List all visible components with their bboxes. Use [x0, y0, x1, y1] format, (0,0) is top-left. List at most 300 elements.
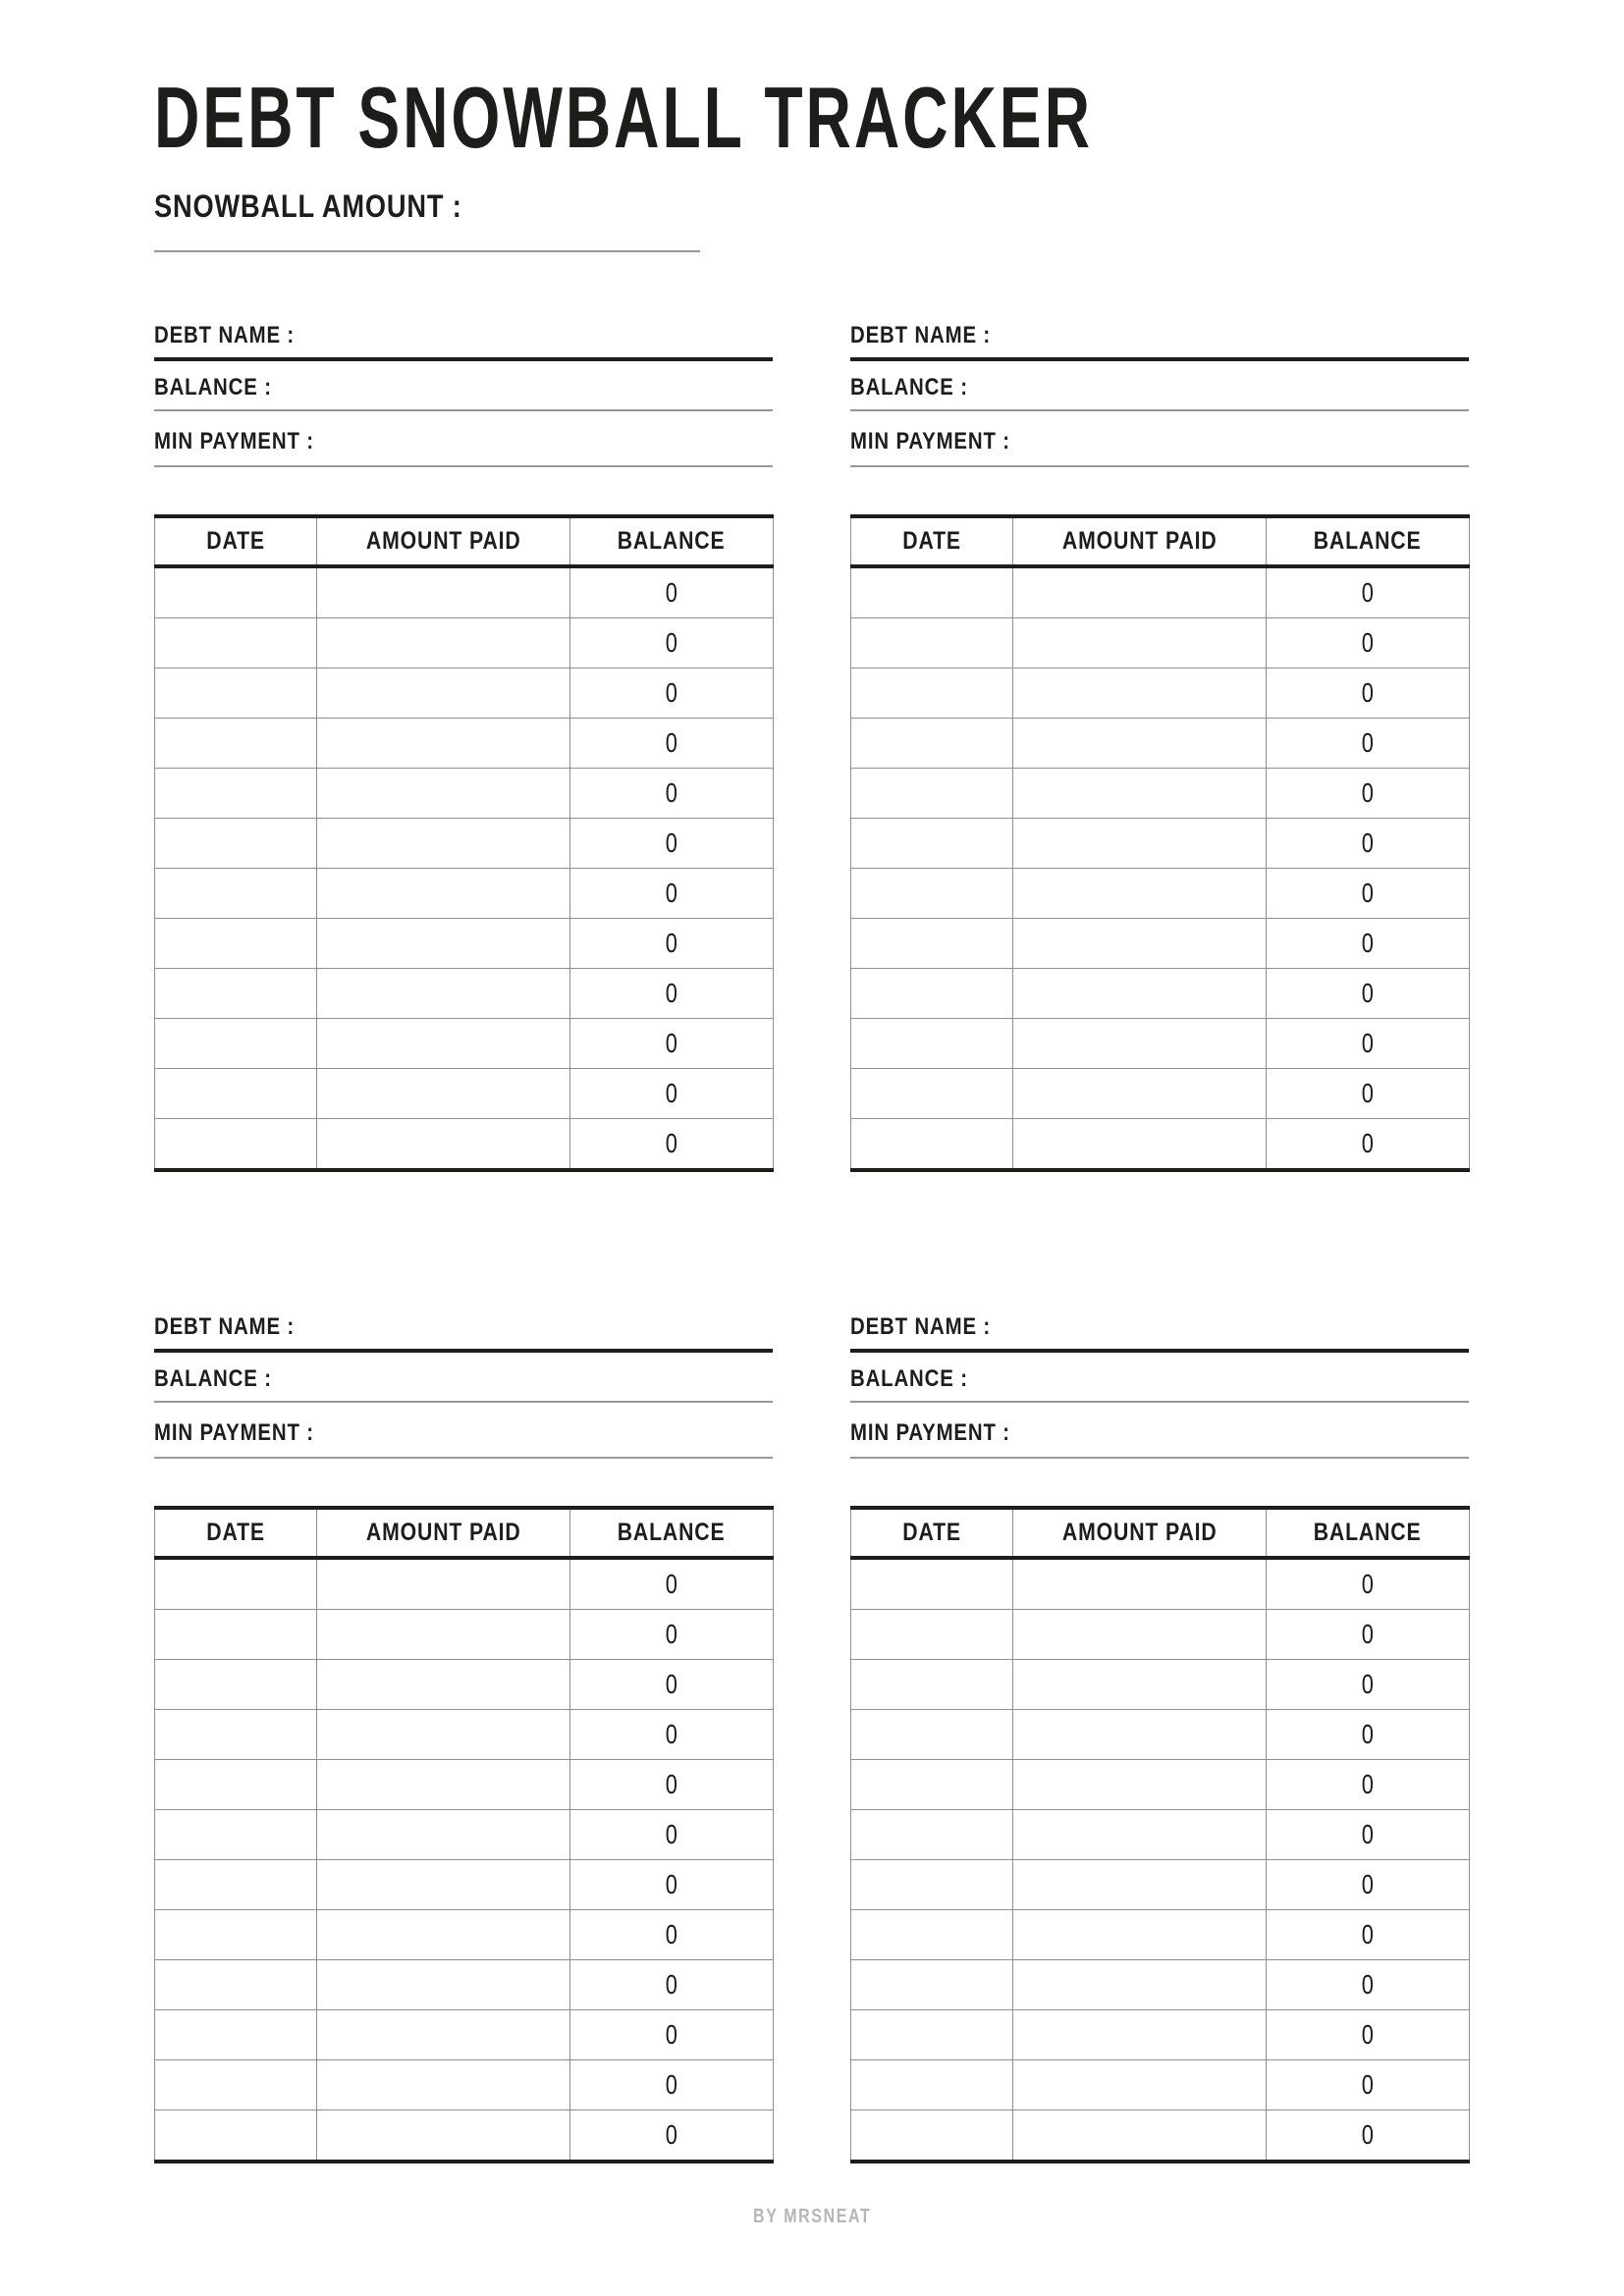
table-row — [155, 566, 774, 618]
amount-paid-cell[interactable] — [1013, 1760, 1267, 1810]
balance-cell — [570, 2110, 774, 2163]
amount-paid-cell[interactable] — [317, 1660, 570, 1710]
snowball-amount-label: SNOWBALL AMOUNT : — [154, 188, 462, 224]
balance-label: BALANCE : — [850, 1365, 968, 1392]
min-payment-input[interactable] — [1017, 1423, 1312, 1451]
balance-cell — [1267, 1860, 1470, 1910]
table-row — [851, 618, 1470, 668]
date-cell[interactable] — [155, 1610, 317, 1660]
payments-table-header — [851, 516, 1470, 566]
table-row — [851, 1660, 1470, 1710]
balance-cell — [570, 1119, 774, 1171]
amount-paid-cell[interactable] — [1013, 1119, 1267, 1171]
table-row — [155, 1710, 774, 1760]
balance-cell — [1267, 2060, 1470, 2110]
date-cell[interactable] — [851, 668, 1013, 719]
amount-paid-cell[interactable] — [317, 618, 570, 668]
table-row — [851, 2010, 1470, 2060]
amount-paid-cell[interactable] — [317, 869, 570, 919]
table-row — [851, 1960, 1470, 2010]
min-payment-input-line[interactable] — [154, 465, 773, 467]
balance-input-line[interactable] — [850, 1401, 1469, 1403]
date-cell[interactable] — [155, 869, 317, 919]
date-cell[interactable] — [155, 1760, 317, 1810]
date-cell[interactable] — [851, 1119, 1013, 1171]
balance-cell — [1267, 1810, 1470, 1860]
balance-cell — [1267, 1760, 1470, 1810]
debt-name-input[interactable] — [1007, 326, 1302, 353]
amount-paid-cell[interactable] — [1013, 2110, 1267, 2163]
balance-cell — [1267, 1019, 1470, 1069]
table-row — [851, 1860, 1470, 1910]
balance-label: BALANCE : — [850, 374, 968, 400]
balance-cell — [1267, 566, 1470, 618]
amount-paid-cell[interactable] — [1013, 819, 1267, 869]
balance-value: 0 — [665, 828, 678, 858]
balance-cell — [1267, 618, 1470, 668]
balance-value: 0 — [665, 978, 678, 1008]
debt-name-label: DEBT NAME : — [154, 1313, 296, 1340]
balance-value: 0 — [1361, 1569, 1375, 1599]
date-cell[interactable] — [155, 1069, 317, 1119]
balance-cell — [1267, 1558, 1470, 1610]
balance-value: 0 — [1361, 1078, 1375, 1108]
balance-value: 0 — [665, 1619, 678, 1649]
balance-cell — [1267, 668, 1470, 719]
balance-value: 0 — [1361, 2019, 1375, 2050]
amount-paid-cell[interactable] — [1013, 1960, 1267, 2010]
balance-cell — [570, 1810, 774, 1860]
amount-paid-cell[interactable] — [317, 969, 570, 1019]
table-row — [155, 819, 774, 869]
table-row — [851, 719, 1470, 769]
date-cell[interactable] — [155, 1910, 317, 1960]
amount-paid-cell[interactable] — [317, 1710, 570, 1760]
balance-cell — [1267, 1119, 1470, 1171]
table-row — [851, 919, 1470, 969]
amount-paid-cell[interactable] — [1013, 668, 1267, 719]
amount-paid-cell[interactable] — [1013, 969, 1267, 1019]
debt-section-bottom-left — [154, 1311, 773, 2161]
table-row — [155, 769, 774, 819]
amount-paid-column-header: AMOUNT PAID — [317, 516, 570, 566]
balance-cell — [570, 566, 774, 618]
balance-value: 0 — [665, 1819, 678, 1849]
balance-cell — [570, 618, 774, 668]
balance-column-header: BALANCE — [570, 516, 774, 566]
debt-name-input-line[interactable] — [154, 357, 773, 361]
amount-paid-cell[interactable] — [317, 819, 570, 869]
balance-cell — [570, 2010, 774, 2060]
date-cell[interactable] — [155, 1558, 317, 1610]
balance-cell — [570, 919, 774, 969]
amount-paid-cell[interactable] — [1013, 719, 1267, 769]
payments-table-body — [851, 1558, 1470, 2162]
amount-paid-cell[interactable] — [317, 1119, 570, 1171]
date-cell[interactable] — [851, 566, 1013, 618]
balance-value: 0 — [1361, 1128, 1375, 1158]
balance-value: 0 — [665, 2069, 678, 2100]
table-row — [851, 1558, 1470, 1610]
balance-value: 0 — [1361, 928, 1375, 958]
payments-table-header — [155, 516, 774, 566]
balance-cell — [570, 1019, 774, 1069]
balance-value: 0 — [1361, 1969, 1375, 2000]
amount-paid-cell[interactable] — [317, 1760, 570, 1810]
payments-table-body — [155, 566, 774, 1170]
balance-cell — [570, 668, 774, 719]
amount-paid-cell[interactable] — [317, 769, 570, 819]
table-row — [155, 668, 774, 719]
snowball-amount-input[interactable] — [167, 220, 677, 249]
date-cell[interactable] — [155, 1660, 317, 1710]
amount-paid-cell[interactable] — [317, 1810, 570, 1860]
date-cell[interactable] — [851, 1860, 1013, 1910]
amount-paid-cell[interactable] — [317, 668, 570, 719]
balance-value: 0 — [1361, 777, 1375, 808]
debt-name-label: DEBT NAME : — [850, 322, 992, 348]
table-row — [155, 2010, 774, 2060]
table-row — [155, 1610, 774, 1660]
balance-cell — [1267, 819, 1470, 869]
balance-value: 0 — [665, 1919, 678, 1949]
amount-paid-cell[interactable] — [1013, 769, 1267, 819]
balance-value: 0 — [1361, 1719, 1375, 1749]
table-row — [851, 1810, 1470, 1860]
amount-paid-cell[interactable] — [317, 566, 570, 618]
min-payment-label: MIN PAYMENT : — [154, 428, 314, 454]
date-column-header: DATE — [155, 1508, 317, 1558]
balance-value: 0 — [1361, 1769, 1375, 1799]
table-row — [851, 969, 1470, 1019]
balance-input-line[interactable] — [154, 1401, 773, 1403]
min-payment-input-line[interactable] — [850, 465, 1469, 467]
date-cell[interactable] — [851, 1810, 1013, 1860]
balance-value: 0 — [1361, 577, 1375, 608]
table-row — [851, 2110, 1470, 2163]
page-title: DEBT SNOWBALL TRACKER — [154, 69, 1093, 166]
table-row — [851, 1019, 1470, 1069]
table-row — [851, 1119, 1470, 1171]
debt-section-top-left — [154, 320, 773, 1169]
table-row — [851, 1069, 1470, 1119]
date-cell[interactable] — [155, 618, 317, 668]
date-cell[interactable] — [155, 2110, 317, 2163]
date-cell[interactable] — [155, 969, 317, 1019]
balance-cell — [1267, 719, 1470, 769]
balance-cell — [1267, 2010, 1470, 2060]
balance-cell — [570, 1860, 774, 1910]
date-cell[interactable] — [851, 1660, 1013, 1710]
min-payment-input-line[interactable] — [154, 1457, 773, 1459]
amount-paid-cell[interactable] — [317, 1610, 570, 1660]
date-cell[interactable] — [851, 1910, 1013, 1960]
amount-paid-cell[interactable] — [317, 1960, 570, 2010]
amount-paid-cell[interactable] — [1013, 1019, 1267, 1069]
date-cell[interactable] — [851, 1960, 1013, 2010]
balance-value: 0 — [1361, 978, 1375, 1008]
date-cell[interactable] — [155, 2060, 317, 2110]
balance-value: 0 — [1361, 1919, 1375, 1949]
balance-value: 0 — [665, 777, 678, 808]
payments-table — [850, 1506, 1470, 2163]
table-row — [851, 1760, 1470, 1810]
balance-value: 0 — [665, 1669, 678, 1699]
payments-table — [154, 514, 774, 1172]
payments-table-header — [851, 1508, 1470, 1558]
balance-cell — [570, 1760, 774, 1810]
date-cell[interactable] — [851, 769, 1013, 819]
date-cell[interactable] — [851, 1558, 1013, 1610]
table-row — [155, 1119, 774, 1171]
balance-cell — [1267, 969, 1470, 1019]
balance-input-line[interactable] — [154, 409, 773, 411]
balance-cell — [570, 1660, 774, 1710]
amount-paid-cell[interactable] — [317, 1019, 570, 1069]
amount-paid-cell[interactable] — [1013, 2010, 1267, 2060]
amount-paid-cell[interactable] — [1013, 1860, 1267, 1910]
payments-table-body — [851, 566, 1470, 1170]
balance-value: 0 — [1361, 1619, 1375, 1649]
amount-paid-cell[interactable] — [1013, 1910, 1267, 1960]
date-cell[interactable] — [851, 869, 1013, 919]
amount-paid-cell[interactable] — [317, 2110, 570, 2163]
balance-cell — [1267, 1069, 1470, 1119]
balance-value: 0 — [665, 1719, 678, 1749]
table-row — [155, 1910, 774, 1960]
amount-paid-cell[interactable] — [317, 2010, 570, 2060]
debt-name-label: DEBT NAME : — [154, 322, 296, 348]
table-row — [155, 1558, 774, 1610]
balance-value: 0 — [1361, 1869, 1375, 1899]
balance-cell — [1267, 869, 1470, 919]
date-cell[interactable] — [851, 919, 1013, 969]
table-row — [851, 2060, 1470, 2110]
table-row — [155, 719, 774, 769]
balance-cell — [1267, 2110, 1470, 2163]
date-cell[interactable] — [155, 1019, 317, 1069]
date-cell[interactable] — [851, 969, 1013, 1019]
amount-paid-cell[interactable] — [1013, 1558, 1267, 1610]
amount-paid-cell[interactable] — [317, 1558, 570, 1610]
debt-name-input[interactable] — [311, 326, 606, 353]
balance-value: 0 — [665, 727, 678, 758]
balance-input[interactable] — [282, 1369, 576, 1397]
min-payment-input-line[interactable] — [850, 1457, 1469, 1459]
amount-paid-cell[interactable] — [317, 1910, 570, 1960]
balance-value: 0 — [665, 928, 678, 958]
balance-value: 0 — [1361, 2119, 1375, 2150]
amount-paid-cell[interactable] — [1013, 869, 1267, 919]
amount-paid-column-header: AMOUNT PAID — [317, 1508, 570, 1558]
amount-paid-cell[interactable] — [1013, 919, 1267, 969]
date-cell[interactable] — [851, 1760, 1013, 1810]
min-payment-label: MIN PAYMENT : — [154, 1419, 314, 1446]
table-row — [155, 1069, 774, 1119]
balance-cell — [1267, 919, 1470, 969]
date-cell[interactable] — [851, 1069, 1013, 1119]
balance-value: 0 — [665, 577, 678, 608]
balance-input[interactable] — [978, 378, 1272, 405]
balance-label: BALANCE : — [154, 374, 272, 400]
balance-value: 0 — [665, 1769, 678, 1799]
balance-cell — [570, 719, 774, 769]
balance-cell — [570, 1710, 774, 1760]
balance-cell — [1267, 1960, 1470, 2010]
date-cell[interactable] — [851, 1019, 1013, 1069]
min-payment-label: MIN PAYMENT : — [850, 1419, 1010, 1446]
amount-paid-cell[interactable] — [317, 1860, 570, 1910]
snowball-amount-input-line[interactable] — [154, 250, 700, 252]
balance-value: 0 — [1361, 1819, 1375, 1849]
debt-section-bottom-right — [850, 1311, 1469, 2161]
amount-paid-cell[interactable] — [1013, 1069, 1267, 1119]
date-column-header: DATE — [155, 516, 317, 566]
date-cell[interactable] — [851, 1710, 1013, 1760]
table-row — [851, 869, 1470, 919]
balance-value: 0 — [665, 2119, 678, 2150]
amount-paid-column-header: AMOUNT PAID — [1013, 516, 1267, 566]
table-row — [851, 769, 1470, 819]
date-cell[interactable] — [155, 719, 317, 769]
amount-paid-cell[interactable] — [1013, 1660, 1267, 1710]
debt-name-label: DEBT NAME : — [850, 1313, 992, 1340]
date-cell[interactable] — [155, 1710, 317, 1760]
date-cell[interactable] — [155, 566, 317, 618]
date-cell[interactable] — [155, 1119, 317, 1171]
table-row — [155, 1860, 774, 1910]
debt-name-input[interactable] — [1007, 1317, 1302, 1345]
balance-cell — [1267, 1610, 1470, 1660]
balance-cell — [570, 969, 774, 1019]
table-row — [851, 819, 1470, 869]
balance-cell — [570, 1610, 774, 1660]
amount-paid-cell[interactable] — [317, 919, 570, 969]
table-row — [155, 919, 774, 969]
date-cell[interactable] — [851, 819, 1013, 869]
table-row — [851, 566, 1470, 618]
balance-value: 0 — [665, 677, 678, 708]
min-payment-label: MIN PAYMENT : — [850, 428, 1010, 454]
date-cell[interactable] — [851, 2010, 1013, 2060]
balance-cell — [1267, 1660, 1470, 1710]
debt-name-input-line[interactable] — [850, 1349, 1469, 1353]
payments-table-body — [155, 1558, 774, 2162]
date-column-header: DATE — [851, 516, 1013, 566]
date-cell[interactable] — [851, 2110, 1013, 2163]
balance-input[interactable] — [282, 378, 576, 405]
balance-value: 0 — [1361, 2069, 1375, 2100]
debt-name-input-line[interactable] — [154, 1349, 773, 1353]
date-cell[interactable] — [155, 1810, 317, 1860]
table-row — [155, 1660, 774, 1710]
table-row — [155, 1810, 774, 1860]
amount-paid-cell[interactable] — [317, 2060, 570, 2110]
footer-credit: BY MRSNEAT — [752, 2206, 872, 2227]
table-row — [851, 1710, 1470, 1760]
balance-cell — [570, 1910, 774, 1960]
balance-input[interactable] — [978, 1369, 1272, 1397]
date-cell[interactable] — [851, 1610, 1013, 1660]
balance-value: 0 — [1361, 627, 1375, 658]
date-cell[interactable] — [155, 769, 317, 819]
balance-value: 0 — [1361, 828, 1375, 858]
table-row — [851, 1910, 1470, 1960]
balance-column-header: BALANCE — [1267, 1508, 1470, 1558]
balance-value: 0 — [1361, 878, 1375, 908]
balance-value: 0 — [1361, 1028, 1375, 1058]
debt-name-input-line[interactable] — [850, 357, 1469, 361]
table-row — [155, 618, 774, 668]
balance-value: 0 — [665, 1028, 678, 1058]
amount-paid-cell[interactable] — [1013, 1810, 1267, 1860]
balance-cell — [570, 869, 774, 919]
balance-value: 0 — [665, 2019, 678, 2050]
amount-paid-cell[interactable] — [1013, 566, 1267, 618]
date-cell[interactable] — [155, 919, 317, 969]
payments-table — [154, 1506, 774, 2163]
balance-value: 0 — [665, 878, 678, 908]
table-row — [155, 2110, 774, 2163]
balance-value: 0 — [665, 1128, 678, 1158]
date-cell[interactable] — [155, 1960, 317, 2010]
payments-table — [850, 514, 1470, 1172]
balance-value: 0 — [1361, 677, 1375, 708]
date-cell[interactable] — [155, 1860, 317, 1910]
amount-paid-cell[interactable] — [317, 1069, 570, 1119]
balance-value: 0 — [665, 1078, 678, 1108]
amount-paid-cell[interactable] — [1013, 618, 1267, 668]
amount-paid-cell[interactable] — [317, 719, 570, 769]
balance-label: BALANCE : — [154, 1365, 272, 1392]
date-cell[interactable] — [155, 668, 317, 719]
min-payment-input[interactable] — [1017, 432, 1312, 459]
balance-cell — [570, 769, 774, 819]
balance-cell — [570, 2060, 774, 2110]
balance-value: 0 — [1361, 727, 1375, 758]
min-payment-input[interactable] — [321, 1423, 616, 1451]
amount-paid-cell[interactable] — [1013, 2060, 1267, 2110]
amount-paid-cell[interactable] — [1013, 1610, 1267, 1660]
balance-value: 0 — [665, 1869, 678, 1899]
date-cell[interactable] — [155, 2010, 317, 2060]
amount-paid-cell[interactable] — [1013, 1710, 1267, 1760]
date-cell[interactable] — [155, 819, 317, 869]
table-row — [155, 869, 774, 919]
payments-table-header — [155, 1508, 774, 1558]
date-cell[interactable] — [851, 618, 1013, 668]
table-row — [155, 2060, 774, 2110]
balance-input-line[interactable] — [850, 409, 1469, 411]
balance-cell — [1267, 1710, 1470, 1760]
balance-cell — [1267, 769, 1470, 819]
debt-name-input[interactable] — [311, 1317, 606, 1345]
balance-column-header: BALANCE — [1267, 516, 1470, 566]
date-cell[interactable] — [851, 719, 1013, 769]
table-row — [851, 668, 1470, 719]
balance-value: 0 — [1361, 1669, 1375, 1699]
date-column-header: DATE — [851, 1508, 1013, 1558]
balance-value: 0 — [665, 627, 678, 658]
date-cell[interactable] — [851, 2060, 1013, 2110]
balance-cell — [570, 1069, 774, 1119]
min-payment-input[interactable] — [321, 432, 616, 459]
balance-value: 0 — [665, 1569, 678, 1599]
table-row — [155, 1760, 774, 1810]
table-row — [851, 1610, 1470, 1660]
balance-cell — [570, 1558, 774, 1610]
balance-value: 0 — [665, 1969, 678, 2000]
